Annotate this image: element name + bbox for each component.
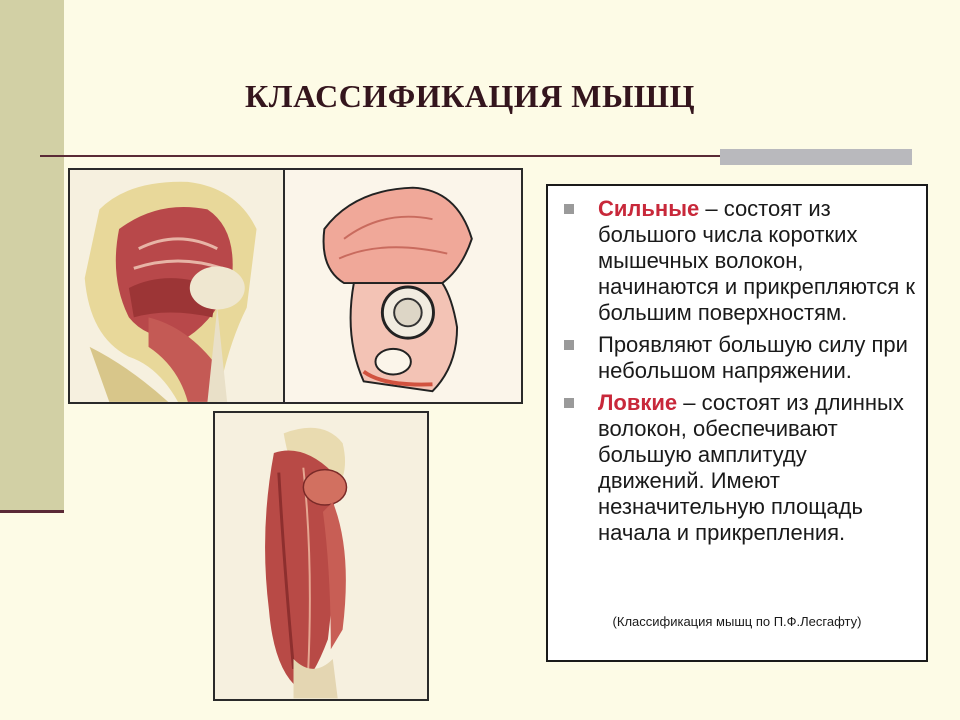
bullet-text: – состоят из длинных волокон, обеспечивают большую амплитуду движений. Имеют незначительную площадь начала и прикрепления.	[598, 390, 904, 545]
square-bullet-icon	[564, 340, 574, 350]
term-agile: Ловкие	[598, 390, 678, 415]
bullet-strength-note	[562, 332, 916, 384]
slide-title: КЛАССИФИКАЦИЯ МЫШЦ	[245, 78, 695, 114]
citation: (Классификация мышц по П.Ф.Лесгафту)	[612, 614, 862, 629]
term-strong: Сильные	[598, 196, 700, 221]
bullet-agile-muscles	[562, 390, 916, 546]
hip-muscles-drawing	[70, 170, 286, 402]
bullet-text: Проявляют большую силу при небольшом напряжении.	[598, 332, 908, 383]
bullet-text: – состоят из большого числа коротких мышечных волокон, начинаются и прикрепляются к большим поверхностям.	[598, 196, 916, 325]
hip-muscles-illustration	[68, 168, 288, 404]
bullet-list	[548, 186, 926, 546]
square-bullet-icon	[564, 204, 574, 214]
square-bullet-icon	[564, 398, 574, 408]
left-decor-band	[0, 0, 64, 512]
thigh-muscles-drawing	[215, 413, 427, 699]
bullet-strong-muscles	[562, 196, 916, 326]
thigh-muscles-illustration	[213, 411, 429, 701]
classification-text-panel	[546, 184, 928, 662]
left-band-rule	[0, 510, 64, 513]
pelvis-drawing	[285, 170, 521, 402]
title-accent-bar	[720, 149, 912, 165]
pelvis-illustration	[283, 168, 523, 404]
